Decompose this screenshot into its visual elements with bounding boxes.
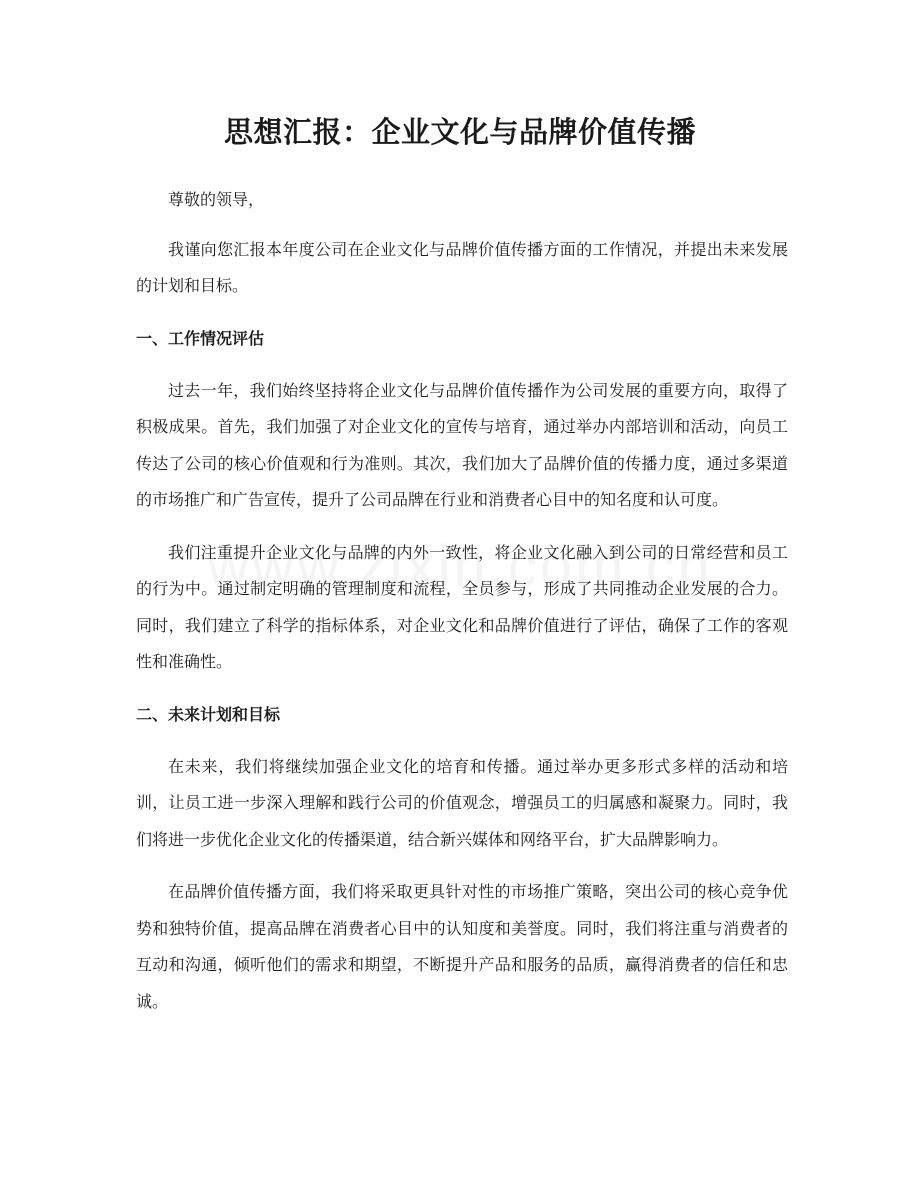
section-heading: 一、工作情况评估 xyxy=(136,328,265,348)
section-future-plans xyxy=(136,697,788,1021)
document-body xyxy=(136,182,788,1036)
section-paragraph: 我们注重提升企业文化与品牌的内外一致性，将企业文化融入到公司的日常经营和员工的行为中。通过制定明确的管理制度和流程，全员参与，形成了共同推动企业发展的合力。同时，我们建立了科学的指标体系，对企业文化和品牌价值进行了评估，确保了工作的客观性和准确性。 xyxy=(136,542,788,671)
section-paragraph: 过去一年，我们始终坚持将企业文化与品牌价值传播作为公司发展的重要方向，取得了积极成果。首先，我们加强了对企业文化的宣传与培育，通过举办内部培训和活动，向员工传达了公司的核心价值观和行为准则。其次，我们加大了品牌价值的传播力度，通过多渠道的市场推广和广告宣传，提升了公司品牌在行业和消费者心目中的知名度和认可度。 xyxy=(136,380,788,509)
section-paragraph: 在品牌价值传播方面，我们将采取更具针对性的市场推广策略，突出公司的核心竞争优势和独特价值，提高品牌在消费者心目中的认知度和美誉度。同时，我们将注重与消费者的互动和沟通，倾听他们的需求和期望，不断提升产品和服务的品质，赢得消费者的信任和忠诚。 xyxy=(136,882,788,1011)
section-work-evaluation xyxy=(136,321,788,681)
salutation: 尊敬的领导， xyxy=(168,190,265,209)
intro-paragraph: 我谨向您汇报本年度公司在企业文化与品牌价值传播方面的工作情况，并提出未来发展的计划和目标。 xyxy=(136,239,788,295)
section-paragraph: 在未来，我们将继续加强企业文化的培育和传播。通过举办更多形式多样的活动和培训，让员工进一步深入理解和践行公司的价值观念，增强员工的归属感和凝聚力。同时，我们将进一步优化企业文化的传播渠道，结合新兴媒体和网络平台，扩大品牌影响力。 xyxy=(136,756,788,849)
document-title: 思想汇报：企业文化与品牌价值传播 xyxy=(223,115,696,149)
section-heading: 二、未来计划和目标 xyxy=(136,704,281,724)
